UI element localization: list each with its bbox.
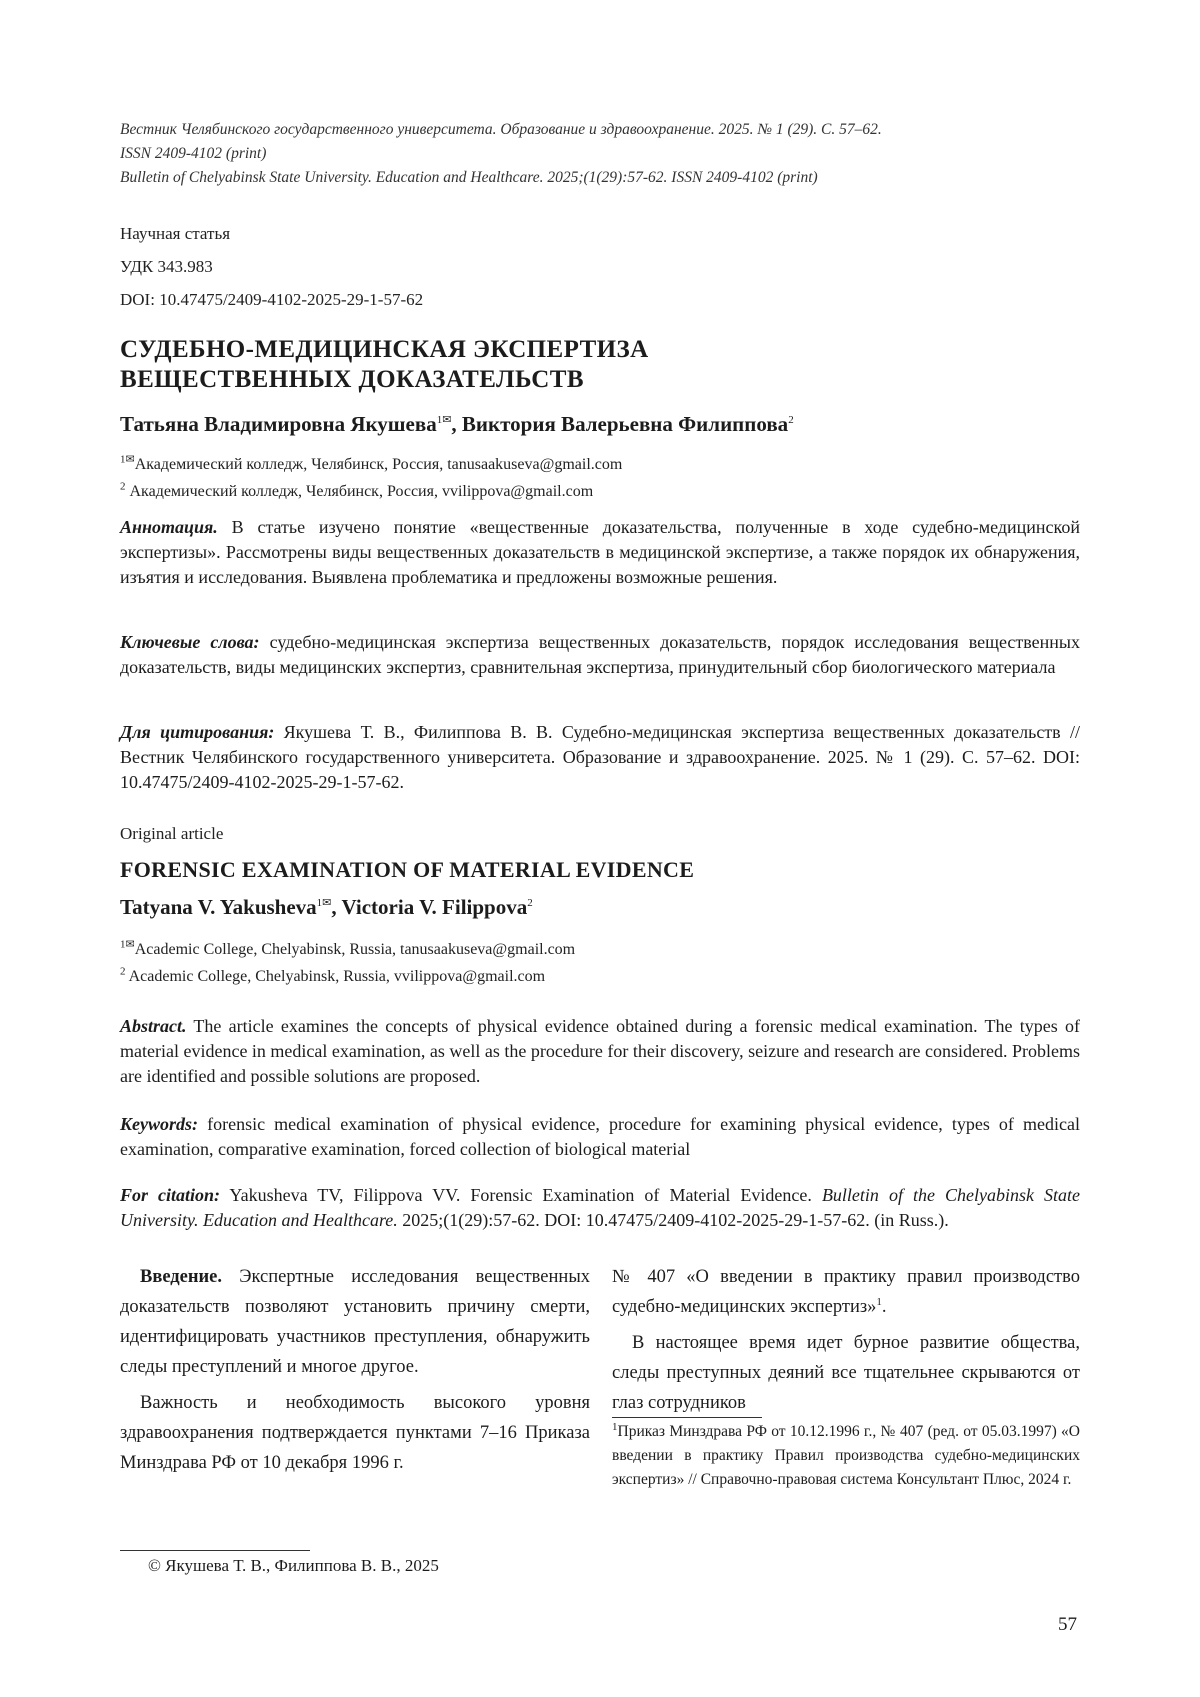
right-paragraph-1-end: .	[881, 1297, 887, 1317]
journal-header	[120, 118, 1080, 190]
aff-1-text: Академический колледж, Челябинск, Россия, tanusaakuseva@gmail.com	[134, 456, 623, 473]
body-column-left	[120, 1262, 590, 1478]
keywords-ru	[120, 630, 1080, 680]
author-separator: ,	[451, 412, 462, 436]
udc: УДК 343.983	[120, 257, 213, 276]
citation-en-text-1: Yakusheva TV, Filippova VV. Forensic Examination of Material Evidence.	[220, 1185, 822, 1205]
author-1-sup: 1✉	[436, 414, 452, 426]
footnote	[612, 1420, 1080, 1492]
title-line-1: СУДЕБНО-МЕДИЦИНСКАЯ ЭКСПЕРТИЗА	[120, 336, 649, 363]
citation-label: Для цитирования:	[120, 722, 275, 742]
footnote-divider	[612, 1417, 762, 1418]
title-line-2: ВЕЩЕСТВЕННЫХ ДОКАЗАТЕЛЬСТВ	[120, 366, 584, 393]
abstract-en-text: The article examines the concepts of physical evidence obtained during a forensic medical examination. The types of material evidence in medical examination, as well as the procedure for their discovery, seizure and research are considered. Problems are identified and possible solutions are proposed.	[120, 1016, 1080, 1086]
copyright: © Якушева Т. В., Филиппова В. В., 2025	[148, 1556, 439, 1575]
citation-en-text-2: 2025;(1(29):57-62. DOI: 10.47475/2409-4102-2025-29-1-57-62. (in Russ.).	[397, 1210, 949, 1230]
page-number: 57	[1058, 1614, 1077, 1635]
citation-en-label: For citation:	[120, 1185, 221, 1205]
intro-label: Введение.	[140, 1267, 223, 1287]
journal-issn: ISSN 2409-4102 (print)	[120, 145, 267, 162]
page-title-en: FORENSIC EXAMINATION OF MATERIAL EVIDENCE	[120, 857, 695, 882]
copyright-divider	[120, 1550, 310, 1551]
journal-line-ru: Вестник Челябинского государственного университета. Образование и здравоохранение. 2025. № 1 (29). С. 57–62.	[120, 121, 882, 138]
body-column-right	[612, 1262, 1080, 1418]
keywords-text: судебно-медицинская экспертиза вещественных доказательств, порядок исследования вещественных доказательств, виды медицинских экспертиз, сравнительная экспертиза, принудительный сбор биологического материала	[120, 632, 1080, 677]
author-1-en-sup: 1✉	[316, 897, 332, 909]
footnote-text: Приказ Минздрава РФ от 10.12.1996 г., № 407 (ред. от 05.03.1997) «О введении в практику Правил производства судебно-медицинских экспертиз» // Справочно-правовая система Консультант Плюс, 2024 г.	[612, 1423, 1080, 1488]
article-type-en: Original article	[120, 824, 224, 843]
author-2-en: Victoria V. Filippova	[341, 895, 528, 919]
footnote-ref: 1	[876, 1295, 882, 1308]
author-2-sup: 2	[788, 414, 794, 426]
author-2-en-sup: 2	[527, 897, 533, 909]
article-type-ru: Научная статья	[120, 224, 231, 243]
abstract-label: Аннотация.	[120, 517, 218, 537]
right-paragraph-2: В настоящее время идет бурное развитие общества, следы преступных деяний все тщательнее скрываются от глаз сотрудников	[612, 1333, 1080, 1413]
abstract-en-label: Abstract.	[120, 1016, 187, 1036]
aff-1-sup: 1✉	[120, 453, 135, 466]
author-2: Виктория Валерьевна Филиппова	[461, 412, 789, 436]
aff-2-sup: 2	[120, 480, 126, 493]
footnote-sup: 1	[612, 1420, 618, 1433]
citation-ru	[120, 720, 1080, 795]
affiliation-2-en	[120, 965, 546, 986]
authors-ru	[120, 412, 794, 437]
aff-2-en-text: Academic College, Chelyabinsk, Russia, vvilippova@gmail.com	[125, 968, 546, 985]
right-paragraph-1-text: № 407 «О введении в практику правил производство судебно-медицинских экспертиз»	[612, 1267, 1080, 1317]
affiliation-2-ru	[120, 480, 594, 501]
keywords-en-label: Keywords:	[120, 1114, 198, 1134]
author-separator-en: ,	[331, 895, 342, 919]
abstract-ru	[120, 515, 1080, 590]
citation-en	[120, 1183, 1080, 1233]
citation-en-journal: Bulletin of the Chelyabinsk State University. Education and Healthcare.	[120, 1185, 1081, 1230]
abstract-text: В статье изучено понятие «вещественные доказательства, полученные в ходе судебно-медицинской экспертизы». Рассмотрены виды вещественных доказательств в медицинской экспертизе, а также порядок их обнаружения, изъятия и исследования. Выявлена проблематика и предложены возможные решения.	[120, 517, 1080, 587]
author-1-en: Tatyana V. Yakusheva	[120, 895, 317, 919]
authors-en	[120, 895, 533, 920]
keywords-label: Ключевые слова:	[120, 632, 260, 652]
doi: DOI: 10.47475/2409-4102-2025-29-1-57-62	[120, 290, 424, 309]
right-paragraph-1	[612, 1262, 1080, 1322]
keywords-en-text: forensic medical examination of physical evidence, procedure for examining physical evidence, types of medical examination, comparative examination, forced collection of biological material	[120, 1114, 1080, 1159]
aff-1-en-sup: 1✉	[120, 938, 135, 951]
page-title-ru	[120, 335, 1020, 395]
citation-text: Якушева Т. В., Филиппова В. В. Судебно-медицинская экспертиза вещественных доказательств // Вестник Челябинского государственного университета. Образование и здравоохранение. 2025. № 1 (29). С. 57–62. DOI: 10.47475/2409-4102-2025-29-1-57-62.	[120, 722, 1080, 792]
affiliation-1-en	[120, 938, 576, 959]
affiliation-1-ru	[120, 453, 623, 474]
author-1: Татьяна Владимировна Якушева	[120, 412, 437, 436]
aff-2-en-sup: 2	[120, 965, 126, 978]
keywords-en	[120, 1112, 1080, 1162]
journal-line-en: Bulletin of Chelyabinsk State University. Education and Healthcare. 2025;(1(29):57-62. ISSN 2409-4102 (print)	[120, 169, 818, 186]
intro-paragraph	[120, 1262, 590, 1382]
body-paragraph-2: Важность и необходимость высокого уровня здравоохранения подтверждается пунктами 7–16 Приказа Минздрава РФ от 10 декабря 1996 г.	[120, 1393, 590, 1473]
aff-1-en-text: Academic College, Chelyabinsk, Russia, tanusaakuseva@gmail.com	[134, 941, 576, 958]
aff-2-text: Академический колледж, Челябинск, Россия, vvilippova@gmail.com	[125, 483, 594, 500]
abstract-en	[120, 1014, 1080, 1089]
intro-text: Экспертные исследования вещественных доказательств позволяют установить причину смерти, идентифицировать участников преступления, обнаружить следы преступлений и многое другое.	[120, 1267, 590, 1377]
